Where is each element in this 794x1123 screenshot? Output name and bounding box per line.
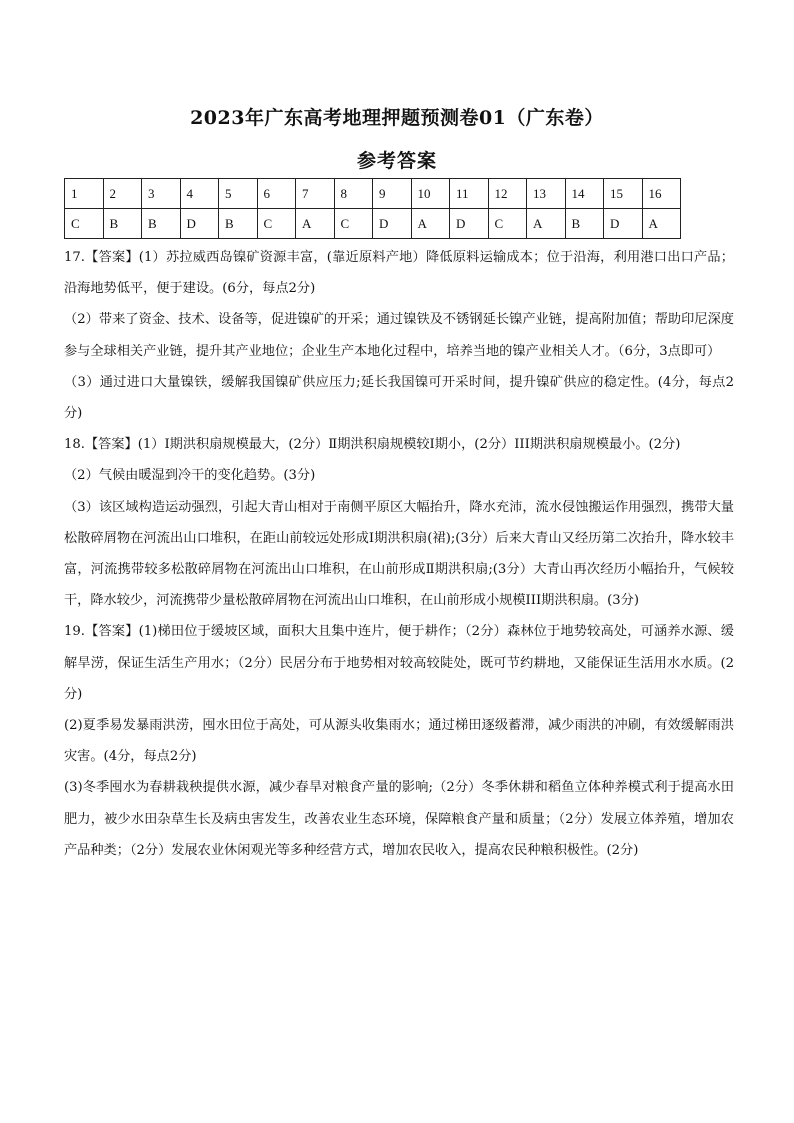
question-number-cell: 14 [565,179,604,209]
question-number-cell: 13 [527,179,566,209]
answer-cell: B [142,209,181,239]
question-number-cell: 2 [103,179,142,209]
question-number-cell: 7 [296,179,335,209]
page-title: 2023年广东高考地理押题预测卷01（广东卷） [190,107,604,129]
answer-cell: A [642,209,681,239]
answer-cell: A [296,209,335,239]
q17-answer-part1: 17.【答案】(1）苏拉威西岛镍矿资源丰富，(靠近原料产地）降低原料运输成本；位于沿海，利用港口出口产品；沿海地势低平，便于建设。(6分，每点2分) [64,250,734,297]
answer-explanations [64,242,734,866]
question-number-cell: 8 [334,179,373,209]
answer-table [64,178,681,239]
answer-cell: C [65,209,104,239]
answer-cell: A [411,209,450,239]
answer-table-number-row [65,179,681,209]
q19-answer-part1: 19.【答案】(1)梯田位于缓坡区域，面积大且集中连片，便于耕作；（2分）森林位于地势较高处，可涵养水源、缓解旱涝，保证生活生产用水；（2分）民居分布于地势相对较高较陡处，既可节约耕地，又能保证生活用水水质。(2分) [64,624,734,702]
question-number-cell: 5 [219,179,258,209]
question-number-cell: 16 [642,179,681,209]
question-number-cell: 12 [488,179,527,209]
q18-answer-part1: 18.【答案】(1）I期洪积扇规模最大，(2分）Ⅱ期洪积扇规模较I期小，(2分）III期洪积扇规模最小。(2分) [64,437,681,453]
answer-cell: A [527,209,566,239]
q17-answer-part2: （2）带来了资金、技术、设备等，促进镍矿的开采；通过镍铁及不锈钢延长镍产业链，提高附加值；帮助印尼深度参与全球相关产业链，提升其产业地位；企业生产本地化过程中，培养当地的镍产业相关人才。（6分，3点即可） [64,312,734,359]
answer-cell: B [565,209,604,239]
question-number-cell: 1 [65,179,104,209]
answer-cell: D [180,209,219,239]
question-number-cell: 9 [373,179,412,209]
question-number-cell: 3 [142,179,181,209]
q17-answer-part3: （3）通过进口大量镍铁，缓解我国镍矿供应压力;延长我国镍可开采时间，提升镍矿供应的稳定性。(4分，每点2分) [64,374,734,422]
question-number-cell: 11 [450,179,489,209]
answer-cell: D [604,209,643,239]
answer-cell: B [219,209,258,239]
question-number-cell: 15 [604,179,643,209]
q18-answer-part2: （2）气候由暖湿到冷干的变化趋势。(3分) [64,468,316,484]
answer-cell: C [488,209,527,239]
answer-cell: D [450,209,489,239]
page-subtitle: 参考答案 [356,150,437,172]
answer-cell: B [103,209,142,239]
q19-answer-part2: (2)夏季易发暴雨洪涝，囤水田位于高处，可从源头收集雨水；通过梯田逐级蓄滞，减少雨洪的冲刷，有效缓解雨洪灾害。(4分，每点2分) [64,718,734,765]
question-number-cell: 10 [411,179,450,209]
answer-table-answer-row [65,209,681,239]
answer-cell: C [334,209,373,239]
answer-cell: C [257,209,296,239]
question-number-cell: 4 [180,179,219,209]
q18-answer-part3: （3）该区域构造运动强烈，引起大青山相对于南侧平原区大幅抬升，降水充沛，流水侵蚀搬运作用强烈，携带大量松散碎屑物在河流出山口堆积，在距山前较远处形成I期洪积扇(裙);(3分）后来大青山又经历第二次抬升，降水较丰富，河流携带较多松散碎屑物在河流出山口堆积，在山前形成Ⅱ期洪积扇;(3分）大青山再次经历小幅抬升，气候较干，降水较少，河流携带少量松散碎屑物在河流出山口堆积，在山前形成小规模III期洪积扇。(3分) [64,499,734,609]
answer-cell: D [373,209,412,239]
question-number-cell: 6 [257,179,296,209]
q19-answer-part3: (3)冬季囤水为春耕栽秧提供水源，减少春旱对粮食产量的影响;（2分）冬季休耕和稻鱼立体种养模式利于提高水田肥力，被少水田杂草生长及病虫害发生，改善农业生态环境，保障粮食产量和质量；（2分）发展立体养殖，增加农产品种类；（2分）发展农业休闲观光等多种经营方式，增加农民收入，提高农民种粮积极性。(2分) [64,780,734,858]
